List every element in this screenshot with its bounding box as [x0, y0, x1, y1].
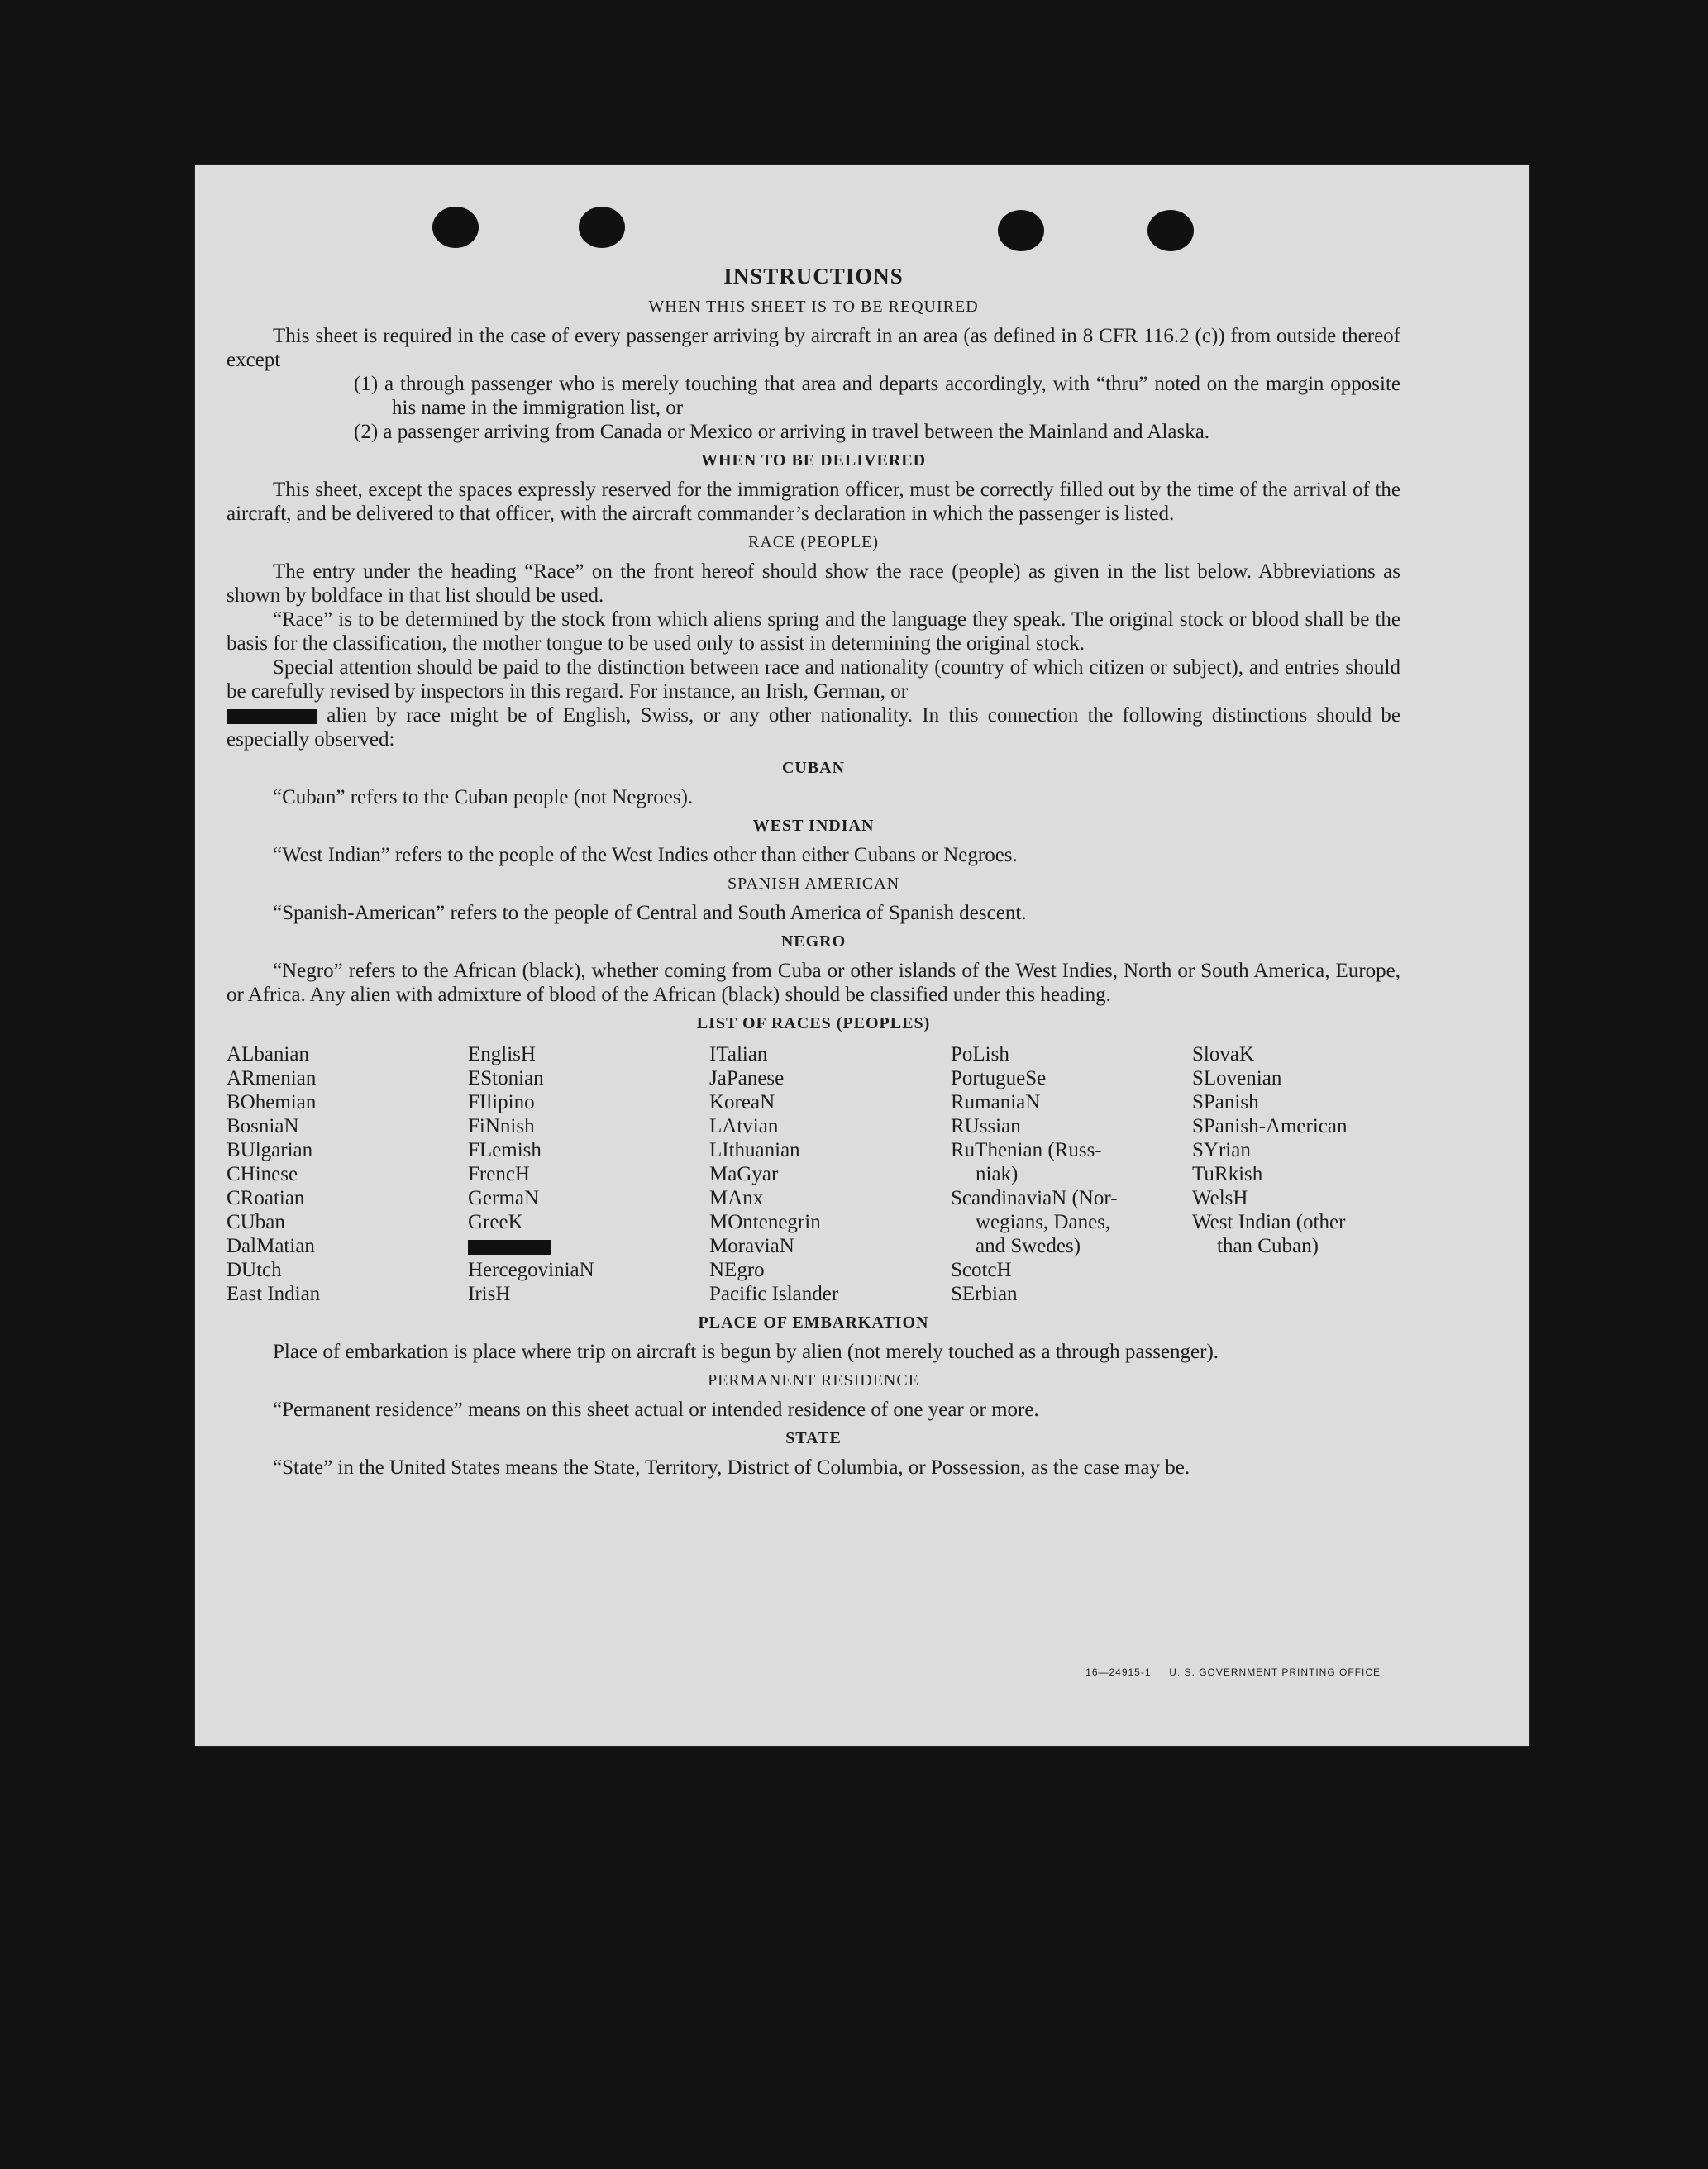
- race-item: FiNnish: [468, 1115, 535, 1137]
- race-item: ScandinaviaN (Nor-: [951, 1187, 1118, 1209]
- section-heading: LIST OF RACES (PEOPLES): [696, 1014, 931, 1032]
- section-heading: STATE: [785, 1429, 842, 1447]
- section-heading: SPANISH AMERICAN: [727, 875, 900, 893]
- race-item-continued: wegians, Danes,: [976, 1211, 1111, 1233]
- race-item: FLemish: [468, 1139, 542, 1161]
- race-item-redacted: [468, 1234, 709, 1258]
- race-item: HercegoviniaN: [468, 1259, 594, 1281]
- redaction-mark: [468, 1240, 551, 1255]
- race-item: GermaN: [468, 1187, 540, 1209]
- race-item: WelsH: [1192, 1187, 1248, 1209]
- race-item: EStonian: [468, 1067, 544, 1089]
- race-item: CRoatian: [227, 1187, 305, 1209]
- race-item: SYrian: [1192, 1139, 1251, 1161]
- races-list: [227, 1042, 1400, 1306]
- race-item: West Indian (other: [1192, 1211, 1346, 1233]
- race-item: FIlipino: [468, 1091, 535, 1113]
- punch-hole: [1147, 210, 1194, 251]
- race-item-continued: than Cuban): [1217, 1235, 1319, 1257]
- race-item: GreeK: [468, 1211, 523, 1233]
- paragraph: “Cuban” refers to the Cuban people (not Negroes).: [273, 786, 694, 808]
- race-item: Pacific Islander: [709, 1283, 839, 1305]
- section-heading: CUBAN: [781, 759, 846, 777]
- paragraph: “Negro” refers to the African (black), whether coming from Cuba or other islands of the West Indies, North or South America, Europe, or Africa. Any alien with admixture of blood of the African (black) should be classified under this heading.: [227, 960, 1400, 1006]
- printer-name: U. S. GOVERNMENT PRINTING OFFICE: [1169, 1666, 1381, 1678]
- list-item: (1) a through passenger who is merely touching that area and departs accordingly, with “thru” noted on the margin opposite his name in the immigration list, or: [354, 373, 1400, 419]
- paragraph: “Spanish-American” refers to the people of Central and South America of Spanish descent.: [273, 902, 1027, 924]
- race-item: SPanish-American: [1192, 1115, 1348, 1137]
- redaction-mark: [227, 709, 317, 724]
- race-item: NEgro: [709, 1259, 765, 1281]
- race-item: TuRkish: [1192, 1163, 1263, 1185]
- race-item: LIthuanian: [709, 1139, 800, 1161]
- races-column-1: [227, 1042, 468, 1306]
- paragraph: “West Indian” refers to the people of the West Indies other than either Cubans or Negroes.: [273, 844, 1018, 866]
- form-number: 16—24915-1: [1085, 1666, 1152, 1678]
- race-item: SlovaK: [1192, 1043, 1254, 1065]
- race-item: JaPanese: [709, 1067, 785, 1089]
- race-item-continued: niak): [976, 1163, 1019, 1185]
- race-item: BOhemian: [227, 1091, 317, 1113]
- paragraph: This sheet, except the spaces expressly reserved for the immigration officer, must be correctly filled out by the time of the arrival of the aircraft, and be delivered to that officer, with the aircraft commander’s declaration in which the passenger is listed.: [227, 479, 1400, 525]
- race-item: SErbian: [951, 1283, 1018, 1305]
- race-item: ITalian: [709, 1043, 768, 1065]
- section-heading: WHEN TO BE DELIVERED: [700, 451, 927, 470]
- races-column-4: [951, 1042, 1192, 1306]
- race-item-continued: and Swedes): [976, 1235, 1081, 1257]
- race-item: DalMatian: [227, 1235, 315, 1257]
- race-item: East Indian: [227, 1283, 321, 1305]
- section-heading: NEGRO: [780, 932, 847, 951]
- section-heading: WHEN THIS SHEET IS TO BE REQUIRED: [648, 298, 979, 316]
- race-item: CUban: [227, 1211, 285, 1233]
- race-item: MOntenegrin: [709, 1211, 821, 1233]
- paragraph: “Race” is to be determined by the stock from which aliens spring and the language they speak. The original stock or blood shall be the basis for the classification, the mother tongue to be used only to assist in determining the original stock.: [227, 608, 1400, 655]
- race-item: SLovenian: [1192, 1067, 1282, 1089]
- race-item: MAnx: [709, 1187, 764, 1209]
- race-item: MaGyar: [709, 1163, 779, 1185]
- paragraph: Special attention should be paid to the distinction between race and nationality (country of which citizen or subject), and entries should be carefully revised by inspectors in this regard. For instance, an Irish, German, or: [227, 656, 1400, 703]
- race-item: PortugueSe: [951, 1067, 1047, 1089]
- page-title: INSTRUCTIONS: [723, 264, 904, 288]
- race-item: BUlgarian: [227, 1139, 313, 1161]
- paragraph-text: alien by race might be of English, Swiss, or any other nationality. In this connection the following distinctions should be especially observed:: [227, 704, 1400, 751]
- punch-hole: [998, 210, 1044, 251]
- race-item: ARmenian: [227, 1067, 317, 1089]
- races-column-2: [468, 1042, 709, 1306]
- race-item: KoreaN: [709, 1091, 775, 1113]
- race-item: SPanish: [1192, 1091, 1259, 1113]
- instructions-content: [227, 265, 1400, 1480]
- race-item: ALbanian: [227, 1043, 309, 1065]
- race-item: BosniaN: [227, 1115, 299, 1137]
- race-item: CHinese: [227, 1163, 298, 1185]
- section-heading: RACE (PEOPLE): [748, 533, 879, 551]
- race-item: IrisH: [468, 1283, 511, 1305]
- race-item: FrencH: [468, 1163, 530, 1185]
- paragraph: Place of embarkation is place where trip on aircraft is begun by alien (not merely touched as a through passenger).: [273, 1341, 1219, 1363]
- list-item: (2) a passenger arriving from Canada or Mexico or arriving in travel between the Mainland and Alaska.: [354, 421, 1210, 443]
- race-item: LAtvian: [709, 1115, 779, 1137]
- race-item: PoLish: [951, 1043, 1009, 1065]
- race-item: DUtch: [227, 1259, 282, 1281]
- races-column-3: [709, 1042, 951, 1306]
- printer-imprint: [1085, 1666, 1381, 1678]
- race-item: RumaniaN: [951, 1091, 1041, 1113]
- paragraph-continued: [227, 703, 1400, 751]
- section-heading: WEST INDIAN: [752, 817, 875, 835]
- section-heading: PERMANENT RESIDENCE: [708, 1371, 919, 1390]
- race-item: EnglisH: [468, 1043, 536, 1065]
- punch-hole: [432, 207, 479, 248]
- paragraph: This sheet is required in the case of every passenger arriving by aircraft in an area (as defined in 8 CFR 116.2 (c)) from outside thereof except: [227, 325, 1400, 371]
- race-item: RuThenian (Russ-: [951, 1139, 1102, 1161]
- section-heading: PLACE OF EMBARKATION: [698, 1313, 929, 1332]
- paragraph: “State” in the United States means the State, Territory, District of Columbia, or Possession, as the case may be.: [273, 1456, 1190, 1479]
- paragraph: The entry under the heading “Race” on the front hereof should show the race (people) as given in the list below. Abbreviations as shown by boldface in that list should be used.: [227, 560, 1400, 607]
- race-item: MoraviaN: [709, 1235, 794, 1257]
- races-column-5: [1192, 1042, 1399, 1306]
- race-item: ScotcH: [951, 1259, 1012, 1281]
- paragraph: “Permanent residence” means on this sheet actual or intended residence of one year or more.: [273, 1399, 1039, 1421]
- form-sheet: [195, 165, 1529, 1746]
- race-item: RUssian: [951, 1115, 1021, 1137]
- punch-hole: [579, 207, 625, 248]
